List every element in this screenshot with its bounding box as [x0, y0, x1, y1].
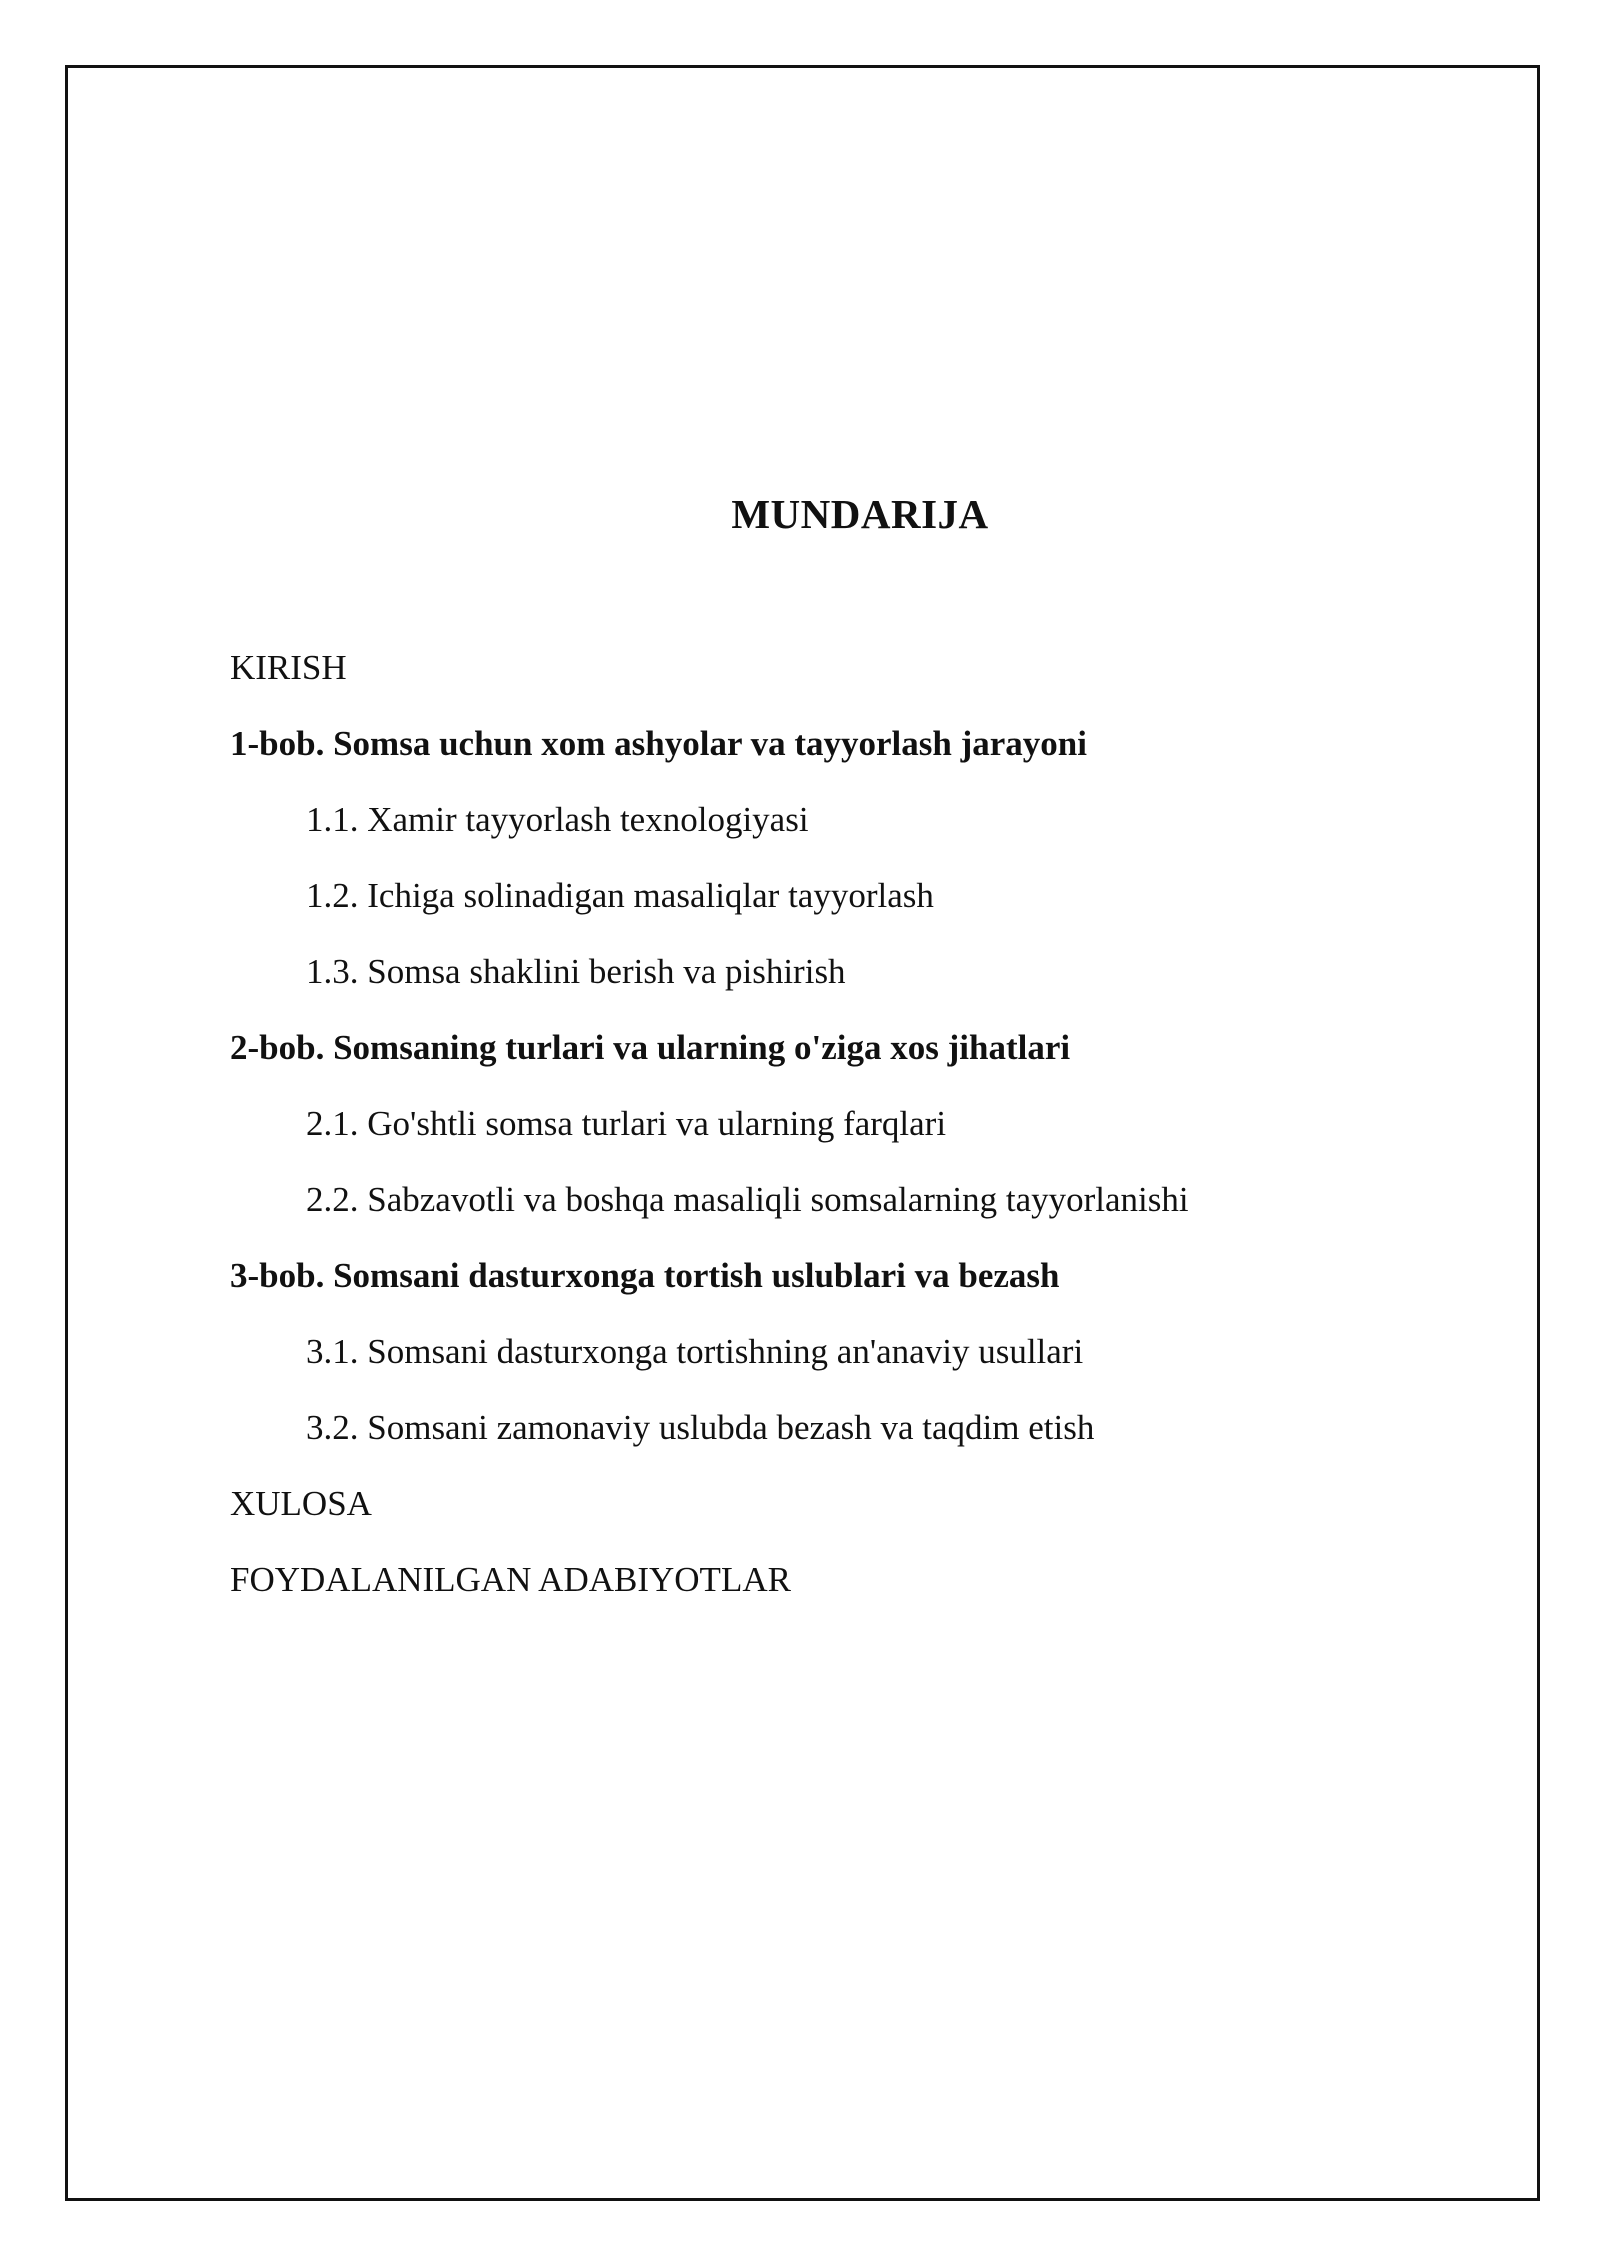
- page-title: MUNDARIJA: [731, 491, 989, 538]
- toc-entry-chapter-1: 1-bob. Somsa uchun xom ashyolar va tayyorlash jarayoni: [230, 724, 1087, 763]
- toc-entry-section-3-2: 3.2. Somsani zamonaviy uslubda bezash va taqdim etish: [306, 1408, 1095, 1447]
- toc-entry-chapter-2: 2-bob. Somsaning turlari va ularning o'ziga xos jihatlari: [230, 1028, 1071, 1067]
- toc-entry-chapter-3: 3-bob. Somsani dasturxonga tortish uslublari va bezash: [230, 1256, 1060, 1295]
- toc-entry-section-1-3: 1.3. Somsa shaklini berish va pishirish: [306, 952, 846, 991]
- table-of-contents: [230, 644, 1480, 1632]
- toc-entry-section-1-2: 1.2. Ichiga solinadigan masaliqlar tayyorlash: [306, 876, 934, 915]
- toc-entry-section-2-1: 2.1. Go'shtli somsa turlari va ularning farqlari: [306, 1104, 947, 1143]
- toc-entry-introduction: KIRISH: [230, 648, 347, 687]
- toc-entry-references: FOYDALANILGAN ADABIYOTLAR: [230, 1560, 791, 1599]
- toc-entry-section-2-2: 2.2. Sabzavotli va boshqa masaliqli somsalarning tayyorlanishi: [306, 1180, 1189, 1219]
- toc-entry-section-1-1: 1.1. Xamir tayyorlash texnologiyasi: [306, 800, 809, 839]
- toc-entry-section-3-1: 3.1. Somsani dasturxonga tortishning an'anaviy usullari: [306, 1332, 1084, 1371]
- toc-entry-conclusion: XULOSA: [230, 1484, 372, 1523]
